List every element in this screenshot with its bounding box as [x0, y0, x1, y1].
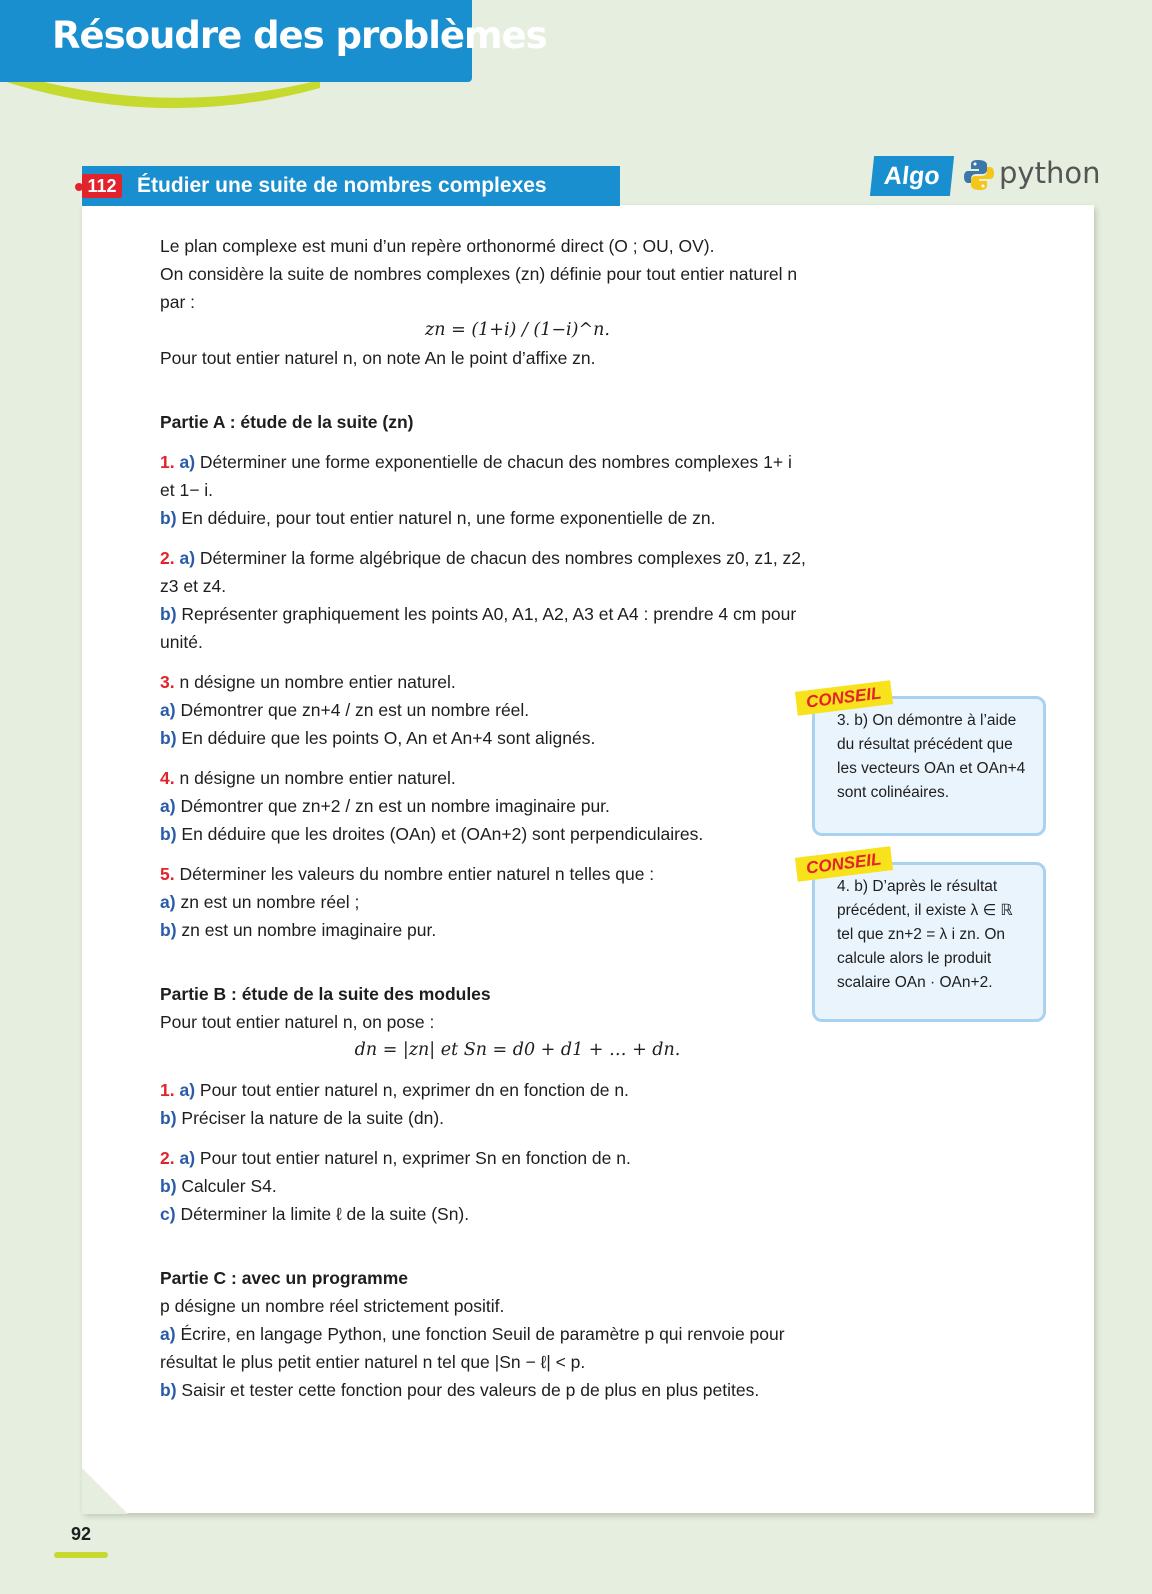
conseil-1-text: 3. b) On démontre à l’aide du résultat précédent que les vecteurs OAn et OAn+4 sont colinéaires. [837, 712, 1026, 801]
partA-q4: 4. n désigne un nombre entier naturel. [160, 768, 456, 788]
partB-intro: Pour tout entier naturel n, on pose : [160, 1012, 435, 1032]
partA-q5b: b) zn est un nombre imaginaire pur. [160, 920, 437, 940]
conseil-tag-1: CONSEIL [795, 680, 893, 715]
partA-q1a-cont: et 1− i. [160, 480, 214, 500]
intro-line-2: On considère la suite de nombres complexes (zn) définie pour tout entier naturel n [160, 264, 798, 284]
page-title: Résoudre des problèmes [52, 14, 547, 57]
python-logo-icon [962, 158, 996, 192]
partB-q1a: 1. a) Pour tout entier naturel n, exprimer dn en fonction de n. [160, 1080, 629, 1100]
partA-title: Partie A : étude de la suite (zn) [160, 412, 414, 432]
intro-line-3: par : [160, 292, 196, 312]
page-number: 92 [70, 1524, 92, 1544]
partB-q1b: b) Préciser la nature de la suite (dn). [160, 1108, 445, 1128]
intro-formula: zn = (1+i) / (1−i)^n. [425, 320, 610, 340]
partB-q2b: b) Calculer S4. [160, 1176, 277, 1196]
partC-qa: a) Écrire, en langage Python, une fonction Seuil de paramètre p qui renvoie pour [160, 1324, 785, 1344]
partC-qa-cont: résultat le plus petit entier naturel n tel que |Sn − ℓ| < p. [160, 1352, 586, 1372]
partA-q2b-cont: unité. [160, 632, 203, 652]
partA-q3a: a) Démontrer que zn+4 / zn est un nombre réel. [160, 700, 530, 720]
partB-q2a: 2. a) Pour tout entier naturel n, exprimer Sn en fonction de n. [160, 1148, 631, 1168]
card-corner-fold [82, 1468, 128, 1514]
partB-q2c: c) Déterminer la limite ℓ de la suite (Sn). [160, 1204, 470, 1224]
conseil-box-2 [812, 862, 1046, 1022]
python-label: python [999, 156, 1101, 190]
intro-line-4: Pour tout entier naturel n, on note An le point d’affixe zn. [160, 348, 596, 368]
partA-q5: 5. Déterminer les valeurs du nombre entier naturel n telles que : [160, 864, 655, 884]
partA-q1a: 1. a) Déterminer une forme exponentielle de chacun des nombres complexes 1+ i [160, 452, 792, 472]
partC-title: Partie C : avec un programme [160, 1268, 408, 1288]
partA-q4a: a) Démontrer que zn+2 / zn est un nombre imaginaire pur. [160, 796, 610, 816]
exercise-content [160, 232, 875, 1404]
conseil-tag-2: CONSEIL [795, 846, 893, 881]
exercise-title: Étudier une suite de nombres complexes [137, 174, 547, 197]
partA-q4b: b) En déduire que les droites (OAn) et (OAn+2) sont perpendiculaires. [160, 824, 704, 844]
conseil-box-1 [812, 696, 1046, 836]
algo-badge: Algo [870, 156, 954, 196]
partA-q3b: b) En déduire que les points O, An et An+4 sont alignés. [160, 728, 596, 748]
page-number-underline [54, 1552, 108, 1558]
partC-intro: p désigne un nombre réel strictement positif. [160, 1296, 505, 1316]
conseil-2-text: 4. b) D’après le résultat précédent, il existe λ ∈ ℝ tel que zn+2 = λ i zn. On calcule alors le produit scalaire OAn · OAn+2. [837, 878, 1013, 991]
partB-title: Partie B : étude de la suite des modules [160, 984, 491, 1004]
partA-q1b: b) En déduire, pour tout entier naturel n, une forme exponentielle de zn. [160, 508, 716, 528]
intro-line-1: Le plan complexe est muni d’un repère orthonormé direct (O ; OU, OV). [160, 236, 715, 256]
partA-q2a: 2. a) Déterminer la forme algébrique de chacun des nombres complexes z0, z1, z2, [160, 548, 806, 568]
partB-formula: dn = |zn| et Sn = d0 + d1 + … + dn. [354, 1040, 681, 1060]
partA-q2b: b) Représenter graphiquement les points A0, A1, A2, A3 et A4 : prendre 4 cm pour [160, 604, 797, 624]
intro-frame-math: (O ; OU, OV). [608, 236, 715, 256]
exercise-number: 112 [82, 174, 122, 198]
partA-q2a-cont: z3 et z4. [160, 576, 227, 596]
partA-q5a: a) zn est un nombre réel ; [160, 892, 360, 912]
partA-q3: 3. n désigne un nombre entier naturel. [160, 672, 456, 692]
partC-qb: b) Saisir et tester cette fonction pour des valeurs de p de plus en plus petites. [160, 1380, 760, 1400]
